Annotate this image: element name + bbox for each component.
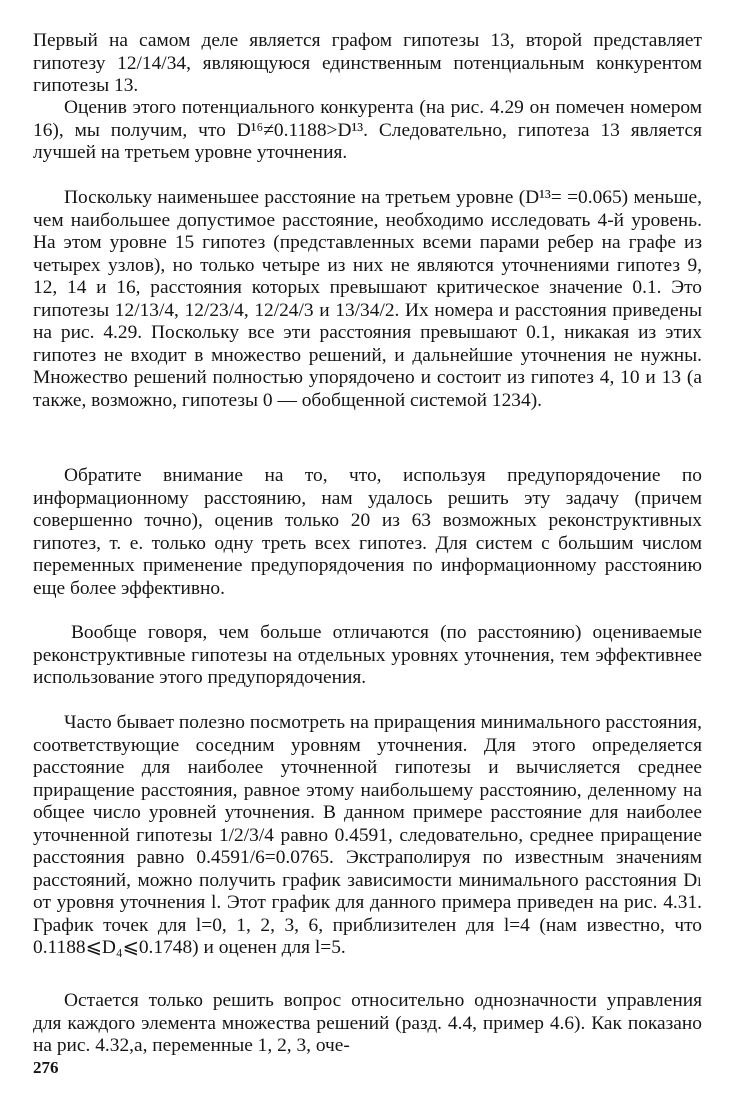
paragraph-5: Вообще говоря, чем больше отличаются (по расстоянию) оцениваемые реконструктивные гипотезы на отдельных уровнях уточнения, тем эффективнее использование этого предупорядочения. [33, 622, 702, 689]
paragraph-3: Поскольку наименьшее расстояние на третьем уровне (D¹³= =0.065) меньше, чем наибольшее допустимое расстояние, необходимо исследовать 4-й уровень. На этом уровне 15 гипотез (представленных всеми парами ребер на графе из четырех узлов), но только четыре из них не являются уточнениями гипотез 9, 12, 14 и 16, расстояния которых превышают критическое значение 0.1. Это гипотезы 12/13/4, 12/23/4, 12/24/3 и 13/34/2. Их номера и расстояния приведены на рис. 4.29. Поскольку все эти расстояния превышают 0.1, никакая из этих гипотез не входит в множество решений, и дальнейшие уточнения не нужны. Множество решений полностью упорядочено и состоит из гипотез 4, 10 и 13 (а также, возможно, гипотезы 0 — обобщенной системой 1234). [33, 187, 702, 411]
paragraph-7: Остается только решить вопрос относительно однозначности управления для каждого элемента множества решений (разд. 4.4, пример 4.6). Как показано на рис. 4.32,а, переменные 1, 2, 3, оче- [33, 990, 702, 1057]
paragraph-2: Оценив этого потенциального конкурента (на рис. 4.29 он помечен номером 16), мы получим, что D¹⁶≠0.1188>D¹³. Следовательно, гипотеза 13 является лучшей на третьем уровне уточнения. [33, 97, 702, 164]
paragraph-1: Первый на самом деле является графом гипотезы 13, второй представляет гипотезу 12/14/34, являющуюся единственным потенциальным конкурентом гипотезы 13. [33, 30, 702, 97]
paragraph-6: Часто бывает полезно посмотреть на приращения минимального расстояния, соответствующие соседним уровням уточнения. Для этого определяется расстояние для наиболее уточненной гипотезы и вычисляется среднее приращение расстояния, равное этому наибольшему расстоянию, деленному на общее число уровней уточнения. В данном примере расстояние для наиболее уточненной гипотезы 1/2/3/4 равно 0.4591, следовательно, среднее приращение расстояния равно 0.4591/6=0.0765. Экстраполируя по известным значениям расстояний, можно получить график зависимости минимального расстояния Dₗ от уровня уточнения l. Этот график для данного примера приведен на рис. 4.31. График точек для l=0, 1, 2, 3, 6, приблизителен для l=4 (нам известно, что 0.1188⩽D₄⩽0.1748) и оценен для l=5. [33, 712, 702, 959]
paragraph-4: Обратите внимание на то, что, используя предупорядочение по информационному расстоянию, нам удалось решить эту задачу (причем совершенно точно), оценив только 20 из 63 возможных реконструктивных гипотез, т. е. только одну треть всех гипотез. Для систем с большим числом переменных применение предупорядочения по информационному расстоянию еще более эффективно. [33, 465, 702, 599]
page-number: 276 [33, 1058, 59, 1077]
